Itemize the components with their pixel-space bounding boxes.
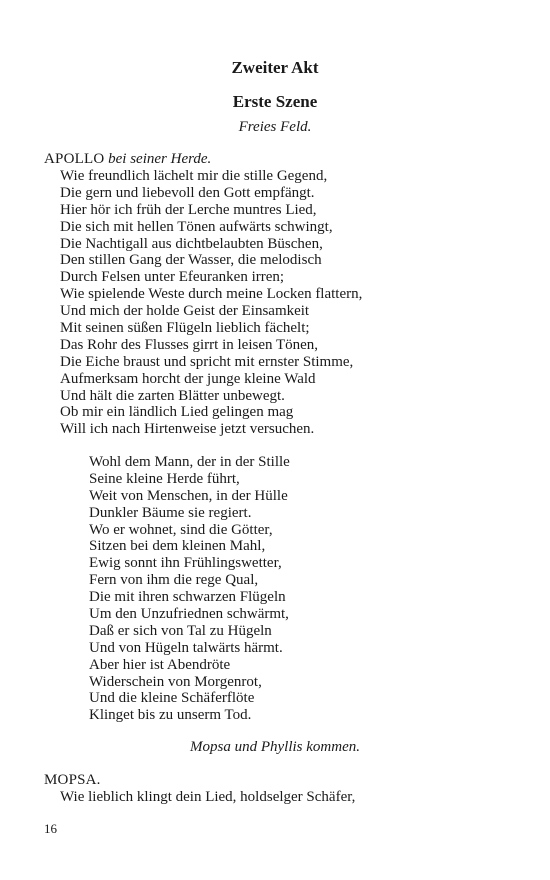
verse-line: Hier hör ich früh der Lerche muntres Lied, <box>60 201 317 218</box>
stage-direction-entrance: Mopsa und Phyllis kommen. <box>190 739 360 755</box>
scene-title: Erste Szene <box>232 92 318 111</box>
verse-line: Wie lieblich klingt dein Lied, holdselger Schäfer, <box>60 789 356 805</box>
verse-line: Durch Felsen unter Efeuranken irren; <box>60 269 285 286</box>
song-line: Ewig sonnt ihn Frühlingswetter, <box>89 555 282 572</box>
song-line: Sitzen bei dem kleinen Mahl, <box>89 538 266 555</box>
verse-line: Aufmerksam horcht der junge kleine Wald <box>60 370 316 387</box>
verse-line: Wie spielende Weste durch meine Locken flattern, <box>60 286 363 303</box>
song-line: Aber hier ist Abendröte <box>89 656 231 673</box>
verse-line: Die Nachtigall aus dichtbelaubten Büschen, <box>60 235 323 252</box>
verse-line: Die sich mit hellen Tönen aufwärts schwingt, <box>60 218 333 235</box>
song-line: Und von Hügeln talwärts härmt. <box>89 639 283 656</box>
song-line: Widerschein von Morgenrot, <box>89 673 262 690</box>
speaker-name-mopsa: MOPSA. <box>44 772 101 788</box>
speaker-name-apollo: APOLLO <box>44 151 105 167</box>
verse-line: Die Eiche braust und spricht mit ernster Stimme, <box>60 353 354 370</box>
scene-setting: Freies Feld. <box>238 119 312 135</box>
verse-line: Will ich nach Hirtenweise jetzt versuchen. <box>60 421 315 438</box>
verse-line: Mit seinen süßen Flügeln lieblich fächelt; <box>60 320 310 337</box>
apollo-speaker-line <box>44 151 211 168</box>
act-title: Zweiter Akt <box>231 58 319 77</box>
mopsa-speech <box>60 789 355 806</box>
song-line: Wohl dem Mann, der in der Stille <box>89 454 290 470</box>
song-line: Wo er wohnet, sind die Götter, <box>89 521 273 538</box>
verse-line: Und mich der holde Geist der Einsamkeit <box>60 303 310 320</box>
apollo-song <box>89 454 290 724</box>
song-line: Weit von Menschen, in der Hülle <box>89 487 288 504</box>
verse-line: Wie freundlich lächelt mir die stille Gegend, <box>60 168 328 184</box>
song-line: Klinget bis zu unserm Tod. <box>89 707 252 724</box>
song-line: Die mit ihren schwarzen Flügeln <box>89 589 286 606</box>
page-number: 16 <box>44 821 57 836</box>
verse-line: Den stillen Gang der Wasser, die melodisch <box>60 252 322 269</box>
song-line: Um den Unzufriednen schwärmt, <box>89 606 289 623</box>
song-line: Fern von ihm die rege Qual, <box>89 572 259 589</box>
song-line: Daß er sich von Tal zu Hügeln <box>89 622 272 639</box>
apollo-speech <box>60 168 362 438</box>
verse-line: Ob mir ein ländlich Lied gelingen mag <box>60 404 294 421</box>
song-line: Und die kleine Schäferflöte <box>89 690 255 707</box>
song-line: Seine kleine Herde führt, <box>89 470 240 487</box>
verse-line: Und hält die zarten Blätter unbewegt. <box>60 387 285 404</box>
mopsa-speaker-line <box>44 772 101 789</box>
verse-line: Die gern und liebevoll den Gott empfängt. <box>60 184 315 201</box>
verse-line: Das Rohr des Flusses girrt in leisen Tönen, <box>60 336 319 353</box>
stage-direction-apollo: bei seiner Herde. <box>108 151 212 167</box>
song-line: Dunkler Bäume sie regiert. <box>89 504 252 521</box>
